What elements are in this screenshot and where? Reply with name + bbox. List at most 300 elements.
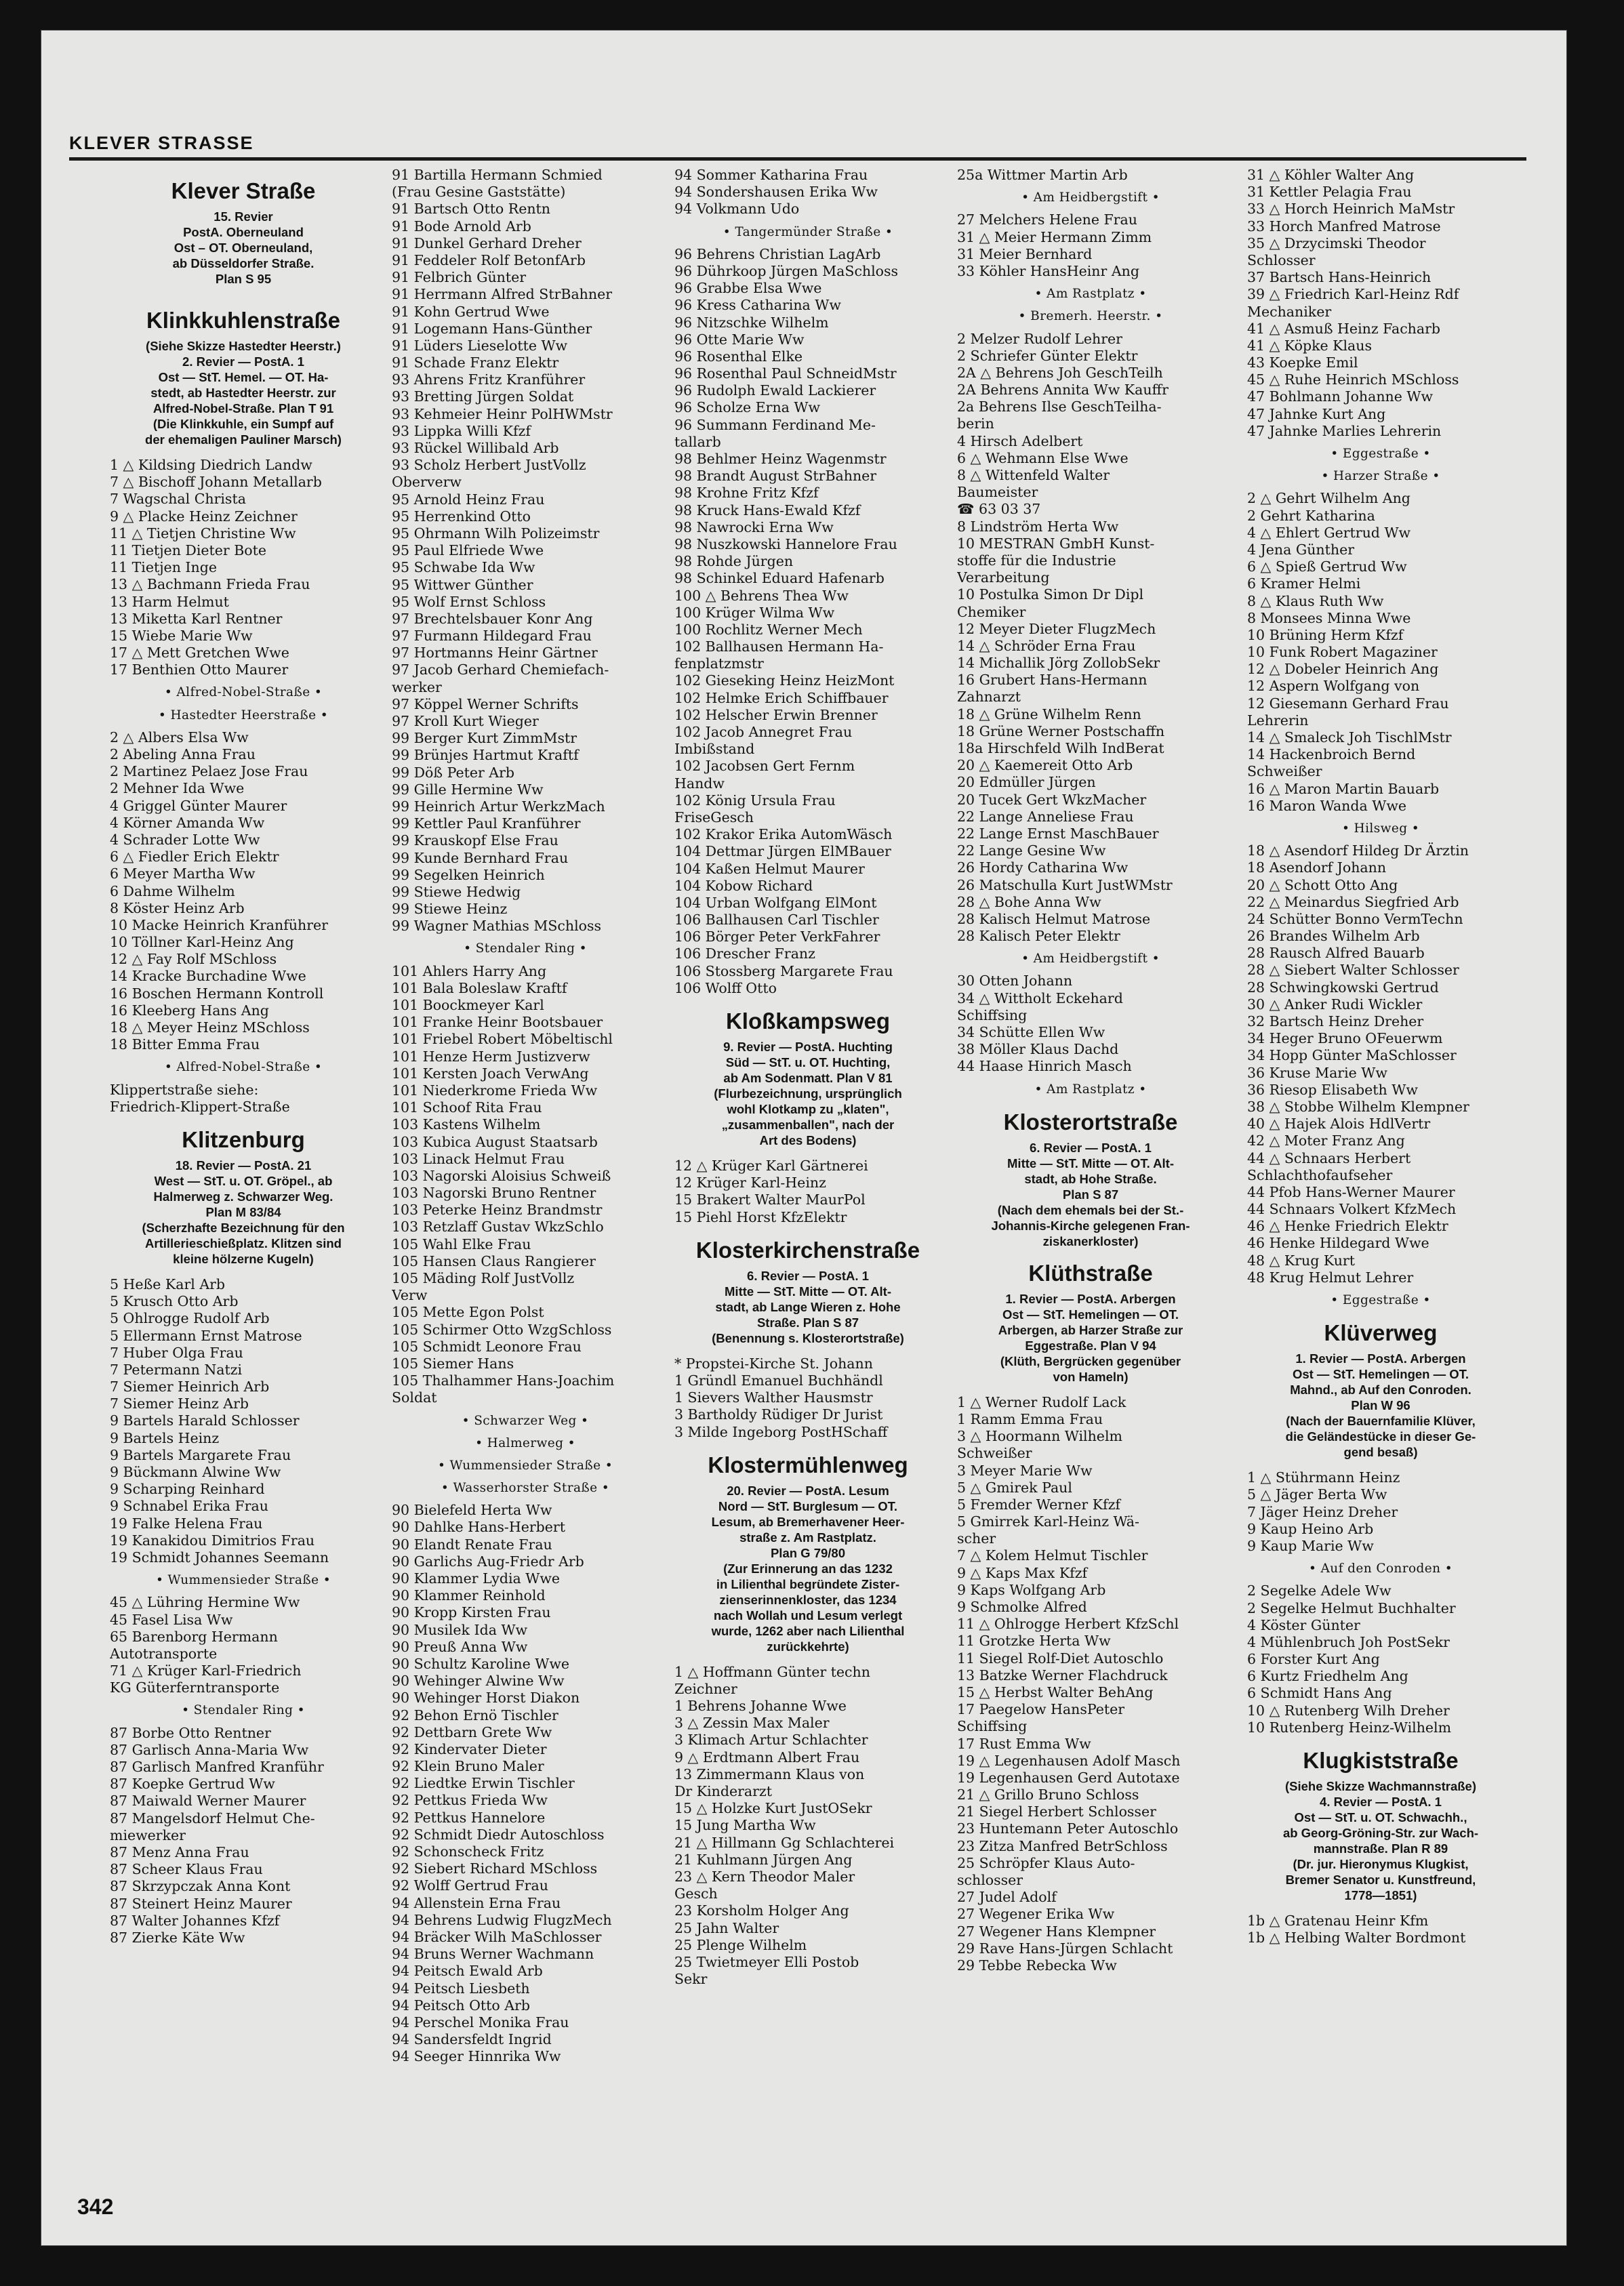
resident-entry: 102 Jacob Annegret Frau xyxy=(674,724,853,740)
page-number: 342 xyxy=(77,2195,114,2219)
resident-entry: 6 Kurtz Friedhelm Ang xyxy=(1247,1668,1408,1685)
resident-entry: 87 Mangelsdorf Helmut Che- xyxy=(110,1810,315,1826)
resident-entry: 91 Feddeler Rolf BetonfArb xyxy=(392,251,586,268)
resident-entry: 2a Behrens Ilse GeschTeilha- xyxy=(957,399,1162,415)
resident-entry: 18 △ Meyer Heinz MSchloss xyxy=(110,1019,310,1036)
resident-entry: 90 Musilek Ida Ww xyxy=(392,1621,528,1638)
resident-entry: 8 △ Wittenfeld Walter xyxy=(957,467,1110,483)
cross-street: • Am Rastplatz • xyxy=(1034,1082,1147,1097)
resident-entry: 103 Nagorski Bruno Rentner xyxy=(392,1185,596,1202)
resident-entry: 10 Funk Robert Magaziner xyxy=(1247,644,1438,661)
resident-entry: 90 Dahlke Hans-Herbert xyxy=(392,1519,565,1536)
resident-entry: 102 Jacobsen Gert Fernm xyxy=(674,758,855,775)
resident-entry: 99 Stiewe Hedwig xyxy=(392,883,521,900)
resident-entry: 9 △ Erdtmann Albert Frau xyxy=(674,1749,860,1765)
resident-entry: 11 △ Ohlrogge Herbert KfzSchl xyxy=(957,1616,1179,1633)
resident-entry: 16 Kleeberg Hans Ang xyxy=(110,1002,269,1019)
resident-entry: 34 Schütte Ellen Ww xyxy=(957,1024,1105,1040)
street-note: zienserinnenkloster, das 1234 xyxy=(719,1592,897,1607)
cross-street: • Eggestraße • xyxy=(1331,1293,1431,1307)
street-note: (Die Klinkkuhle, ein Sumpf auf xyxy=(153,417,334,431)
resident-entry: 71 △ Krüger Karl-Friedrich xyxy=(110,1662,302,1679)
resident-entry: 13 △ Bachmann Frieda Frau xyxy=(110,576,310,593)
resident-entry: Chemiker xyxy=(957,603,1026,620)
resident-entry: 94 Bruns Werner Wachmann xyxy=(392,1946,594,1963)
resident-entry: 91 Logemann Hans-Günther xyxy=(392,320,592,337)
resident-entry: 9 Kaup Marie Ww xyxy=(1247,1537,1374,1554)
resident-entry: 9 Kaps Wolfgang Arb xyxy=(957,1581,1106,1598)
resident-entry: 90 Wehinger Horst Diakon xyxy=(392,1690,580,1707)
resident-entry: 13 Miketta Karl Rentner xyxy=(110,610,283,627)
resident-entry: 15 Brakert Walter MaurPol xyxy=(674,1191,866,1208)
street-note: (Benennung s. Klosterortstraße) xyxy=(712,1330,904,1345)
resident-entry: 47 Bohlmann Johanne Ww xyxy=(1247,388,1434,405)
spacer xyxy=(1247,1460,1514,1469)
resident-entry: 96 Rosenthal Elke xyxy=(674,348,803,365)
resident-entry: Gesch xyxy=(674,1885,718,1902)
street-note: Alfred-Nobel-Straße. Plan T 91 xyxy=(153,401,334,415)
resident-entry: 8 Monsees Minna Wwe xyxy=(1247,609,1411,626)
resident-entry: 101 Boockmeyer Karl xyxy=(392,997,544,1013)
cross-street: • Stendaler Ring • xyxy=(464,941,587,956)
cross-street: • Am Rastplatz • xyxy=(1034,287,1147,302)
street-note: ab Am Sodenmatt. Plan V 81 xyxy=(723,1071,893,1085)
resident-entry: 105 Hansen Claus Rangierer xyxy=(392,1252,596,1269)
resident-entry: werker xyxy=(392,678,442,695)
resident-entry: 43 Koepke Emil xyxy=(1247,354,1358,371)
street-note: Eggestraße. Plan V 94 xyxy=(1025,1338,1156,1353)
resident-entry: 11 Siegel Rolf-Diet Autoschlo xyxy=(957,1650,1164,1667)
cross-street: • Auf den Conroden • xyxy=(1308,1562,1453,1576)
street-note: Arbergen, ab Harzer Straße zur xyxy=(998,1322,1183,1337)
resident-entry: 104 Urban Wolfgang ElMont xyxy=(674,894,877,911)
resident-entry: 98 Nuszkowski Hannelore Frau xyxy=(674,535,897,552)
resident-entry: 25 Jahn Walter xyxy=(674,1919,779,1936)
resident-entry: 92 Schmidt Diedr Autoschloss xyxy=(392,1826,605,1843)
resident-entry: 93 Scholz Herbert JustVollz xyxy=(392,457,586,474)
resident-entry: Verw xyxy=(392,1287,428,1304)
street-note: Mitte — StT. Mitte — OT. Alt- xyxy=(725,1284,891,1299)
resident-entry: 100 △ Behrens Thea Ww xyxy=(674,587,849,604)
street-note: stadt, ab Hohe Straße. xyxy=(1024,1171,1157,1186)
street-heading: Klüverweg xyxy=(1324,1320,1438,1346)
resident-entry: 106 Drescher Franz xyxy=(674,945,815,962)
resident-entry: 103 Kastens Wilhelm xyxy=(392,1116,541,1133)
resident-entry: Zahnarzt xyxy=(957,689,1021,706)
resident-entry: 94 Seeger Hinnrika Ww xyxy=(392,2048,561,2065)
resident-entry: 97 Brechtelsbauer Konr Ang xyxy=(392,610,593,627)
resident-entry: 91 Bartilla Hermann Schmied xyxy=(392,167,603,183)
resident-entry: 97 Furmann Hildegard Frau xyxy=(392,628,592,645)
resident-entry: 17 Benthien Otto Maurer xyxy=(110,661,289,678)
cross-street: • Bremerh. Heerstr. • xyxy=(1018,309,1163,324)
resident-entry: 38 △ Stobbe Wilhelm Klempner xyxy=(1247,1098,1469,1115)
resident-entry: 41 △ Köpke Klaus xyxy=(1247,337,1372,354)
resident-entry: 91 Schade Franz Elektr xyxy=(392,354,559,371)
resident-entry: 34 Heger Bruno OFeuerwm xyxy=(1247,1030,1443,1047)
resident-entry: 96 Otte Marie Ww xyxy=(674,331,805,348)
resident-entry: 94 Behrens Ludwig FlugzMech xyxy=(392,1911,612,1928)
resident-entry: 94 Peitsch Otto Arb xyxy=(392,1997,530,2014)
street-note: straße z. Am Rastplatz. xyxy=(739,1530,876,1545)
resident-entry: 48 Krug Helmut Lehrer xyxy=(1247,1269,1414,1286)
resident-entry: 104 Dettmar Jürgen ElMBauer xyxy=(674,843,891,860)
resident-entry: Baumeister xyxy=(957,484,1038,501)
spacer xyxy=(110,1267,377,1276)
resident-entry: 6 Kramer Helmi xyxy=(1247,575,1361,592)
street-heading: Klüthstraße xyxy=(1028,1260,1153,1286)
resident-entry: 101 Franke Heinr Bootsbauer xyxy=(392,1014,603,1031)
resident-entry: 98 Rohde Jürgen xyxy=(674,553,794,570)
resident-entry: 15 Piehl Horst KfzElektr xyxy=(674,1208,847,1225)
resident-entry: 4 Köster Günter xyxy=(1247,1616,1360,1633)
resident-entry: 16 Boschen Hermann Kontroll xyxy=(110,985,324,1002)
resident-entry: KG Güterferntransporte xyxy=(110,1679,280,1696)
street-note: Art des Bodens) xyxy=(759,1133,857,1147)
resident-entry: 3 △ Zessin Max Maler xyxy=(674,1715,830,1732)
resident-entry: 99 Kettler Paul Kranführer xyxy=(392,815,581,832)
street-note: ab Georg-Gröning-Str. zur Wach- xyxy=(1282,1826,1479,1840)
resident-entry: 23 Zitza Manfred BetrSchloss xyxy=(957,1837,1168,1854)
street-note: Straße. Plan S 87 xyxy=(756,1315,859,1330)
resident-entry: 33 △ Horch Heinrich MaMstr xyxy=(1247,201,1455,218)
resident-entry: 90 Elandt Renate Frau xyxy=(392,1536,552,1553)
resident-entry: 7 △ Kolem Helmut Tischler xyxy=(957,1547,1148,1564)
resident-entry: 87 Maiwald Werner Maurer xyxy=(110,1793,306,1810)
resident-entry: 18 △ Asendorf Hildeg Dr Ärztin xyxy=(1247,842,1469,859)
resident-entry: 44 Pfob Hans-Werner Maurer xyxy=(1247,1183,1455,1200)
resident-entry: 18a Hirschfeld Wilh IndBerat xyxy=(957,740,1164,756)
resident-entry: 17 Paegelow HansPeter xyxy=(957,1701,1125,1718)
resident-entry: 26 Matschulla Kurt JustWMstr xyxy=(957,876,1173,893)
street-note: (Dr. jur. Hieronymus Klugkist, xyxy=(1293,1857,1469,1871)
resident-entry: 92 Klein Bruno Maler xyxy=(392,1758,544,1775)
resident-entry: 87 Borbe Otto Rentner xyxy=(110,1724,271,1741)
resident-entry: 41 △ Asmuß Heinz Facharb xyxy=(1247,320,1441,337)
resident-entry: 14 Michallik Jörg ZollobSekr xyxy=(957,655,1160,672)
resident-entry: Schweißer xyxy=(957,1445,1032,1462)
resident-entry: ☎ 63 03 37 xyxy=(957,501,1041,518)
resident-entry: 23 △ Kern Theodor Maler xyxy=(674,1868,855,1885)
street-note: wohl Klotkamp zu „klaten", xyxy=(727,1102,889,1116)
spacer xyxy=(674,1654,941,1664)
resident-entry: 90 Bielefeld Herta Ww xyxy=(392,1502,552,1519)
resident-entry: 3 Klimach Artur Schlachter xyxy=(674,1732,868,1749)
street-note: Mitte — StT. Mitte — OT. Alt- xyxy=(1007,1156,1174,1170)
resident-entry: 106 Stossberg Margarete Frau xyxy=(674,962,893,979)
resident-entry: 6 △ Fiedler Erich Elektr xyxy=(110,849,279,865)
resident-entry: 7 Jäger Heinz Dreher xyxy=(1247,1503,1398,1520)
street-note: 9. Revier — PostA. Huchting xyxy=(723,1040,893,1054)
resident-entry: 103 Peterke Heinz Brandmstr xyxy=(392,1202,603,1219)
resident-entry: 102 Gieseking Heinz HeizMont xyxy=(674,672,895,689)
resident-entry: 9 Bartels Harald Schlosser xyxy=(110,1412,300,1429)
resident-entry: 93 Kehmeier Heinr PolHWMstr xyxy=(392,405,613,422)
resident-entry: 92 Kindervater Dieter xyxy=(392,1740,547,1757)
resident-entry: 11 Tietjen Inge xyxy=(110,559,217,576)
resident-entry: 5 △ Gmirek Paul xyxy=(957,1479,1072,1496)
resident-entry: 99 Döß Peter Arb xyxy=(392,764,515,781)
resident-entry: 26 Hordy Catharina Ww xyxy=(957,859,1129,876)
street-note: PostA. Oberneuland xyxy=(183,225,304,239)
street-note: Ost – OT. Oberneuland, xyxy=(174,241,313,255)
resident-entry: 17 △ Mett Gretchen Wwe xyxy=(110,645,289,661)
resident-entry: 24 Schütter Bonno VermTechn xyxy=(1247,910,1463,927)
resident-entry: 94 Allenstein Erna Frau xyxy=(392,1894,561,1911)
resident-entry: 20 Tucek Gert WkzMacher xyxy=(957,791,1147,808)
resident-entry: 28 Kalisch Peter Elektr xyxy=(957,928,1120,945)
street-note: stedt, ab Hastedter Heerstr. zur xyxy=(150,386,336,400)
resident-entry: 92 Pettkus Frieda Ww xyxy=(392,1792,548,1809)
street-note: Plan W 96 xyxy=(1351,1398,1410,1413)
resident-entry: 95 Wittwer Günther xyxy=(392,576,533,593)
street-note: mannstraße. Plan R 89 xyxy=(1313,1841,1448,1856)
resident-entry: Sekr xyxy=(674,1971,708,1988)
resident-entry: 23 Korsholm Holger Ang xyxy=(674,1902,849,1919)
resident-entry: 96 Grabbe Elsa Wwe xyxy=(674,280,822,297)
resident-entry: 96 Kress Catharina Ww xyxy=(674,297,841,314)
resident-entry: miewerker xyxy=(110,1826,186,1843)
cross-street: • Tangermünder Straße • xyxy=(723,224,893,239)
resident-entry: 33 Horch Manfred Matrose xyxy=(1247,218,1441,234)
resident-entry: 22 Lange Ernst MaschBauer xyxy=(957,825,1159,842)
resident-entry: 1 Ramm Emma Frau xyxy=(957,1410,1103,1427)
spacer xyxy=(110,447,377,457)
resident-entry: 47 Jahnke Marlies Lehrerin xyxy=(1247,422,1442,439)
resident-entry: 94 Volkmann Udo xyxy=(674,201,800,218)
street-note: Bremer Senator u. Kunstfreund, xyxy=(1285,1873,1476,1887)
column-4 xyxy=(957,167,1224,2193)
resident-entry: 2 △ Albers Elsa Ww xyxy=(110,729,249,746)
resident-entry: 92 Schonscheck Fritz xyxy=(392,1843,544,1860)
resident-entry: 3 △ Hoormann Wilhelm xyxy=(957,1428,1122,1445)
resident-entry: 87 Zierke Käte Ww xyxy=(110,1929,245,1946)
resident-entry: Lehrerin xyxy=(1247,712,1309,729)
resident-entry: 101 Henze Herm Justizverw xyxy=(392,1048,590,1065)
resident-entry: 6 △ Spieß Gertrud Ww xyxy=(1247,558,1407,575)
street-note: ab Düsseldorfer Straße. xyxy=(172,256,314,270)
resident-entry: 1 △ Hoffmann Günter techn xyxy=(674,1663,870,1680)
resident-entry: 18 Grüne Werner Postschaffn xyxy=(957,722,1165,739)
resident-entry: 15 Jung Martha Ww xyxy=(674,1817,816,1834)
street-note: „zusammenballen", nach der xyxy=(721,1118,895,1132)
cross-street: • Eggestraße • xyxy=(1331,447,1431,461)
resident-entry: 103 Nagorski Aloisius Schweiß xyxy=(392,1167,611,1184)
cross-street: • Wummensieder Straße • xyxy=(437,1458,613,1473)
resident-entry: 92 Dettbarn Grete Ww xyxy=(392,1723,552,1740)
spacer xyxy=(957,1385,1224,1394)
resident-entry: 44 Schnaars Volkert KfzMech xyxy=(1247,1201,1457,1218)
resident-entry: 19 Falke Helena Frau xyxy=(110,1515,263,1532)
resident-entry: 3 Meyer Marie Ww xyxy=(957,1462,1093,1479)
resident-entry: 11 △ Tietjen Christine Ww xyxy=(110,525,296,542)
resident-entry: 46 △ Henke Friedrich Elektr xyxy=(1247,1218,1448,1235)
street-heading: Klosterortstraße xyxy=(1003,1109,1178,1135)
resident-entry: 98 Schinkel Eduard Hafenarb xyxy=(674,570,885,587)
street-note: 2. Revier — PostA. 1 xyxy=(182,354,304,369)
resident-entry: 65 Barenborg Hermann xyxy=(110,1628,278,1645)
resident-entry: 40 △ Hajek Alois HdlVertr xyxy=(1247,1116,1431,1132)
resident-entry: Verarbeitung xyxy=(957,569,1050,586)
resident-entry: 2 Abeling Anna Frau xyxy=(110,746,256,762)
street-note: (Flurbezeichnung, ursprünglich xyxy=(714,1086,902,1101)
resident-entry: Zeichner xyxy=(674,1680,737,1697)
resident-entry: 9 Bückmann Alwine Ww xyxy=(110,1464,281,1480)
resident-entry: 102 Helscher Erwin Brenner xyxy=(674,706,878,723)
resident-entry: 2A Behrens Annita Ww Kauffr xyxy=(957,382,1169,399)
street-note: 18. Revier — PostA. 21 xyxy=(175,1158,312,1172)
cross-street: • Wummensieder Straße • xyxy=(155,1573,331,1588)
resident-entry: 90 Klammer Reinhold xyxy=(392,1587,546,1604)
resident-entry: 18 Asendorf Johann xyxy=(1247,859,1387,876)
cross-street: • Hilsweg • xyxy=(1341,821,1420,836)
resident-entry: 28 Kalisch Helmut Matrose xyxy=(957,910,1151,927)
resident-entry: 93 Bretting Jürgen Soldat xyxy=(392,388,574,405)
resident-entry: 14 △ Smaleck Joh TischlMstr xyxy=(1247,729,1452,746)
resident-entry: Schlosser xyxy=(1247,251,1316,268)
resident-entry: 12 Krüger Karl-Heinz xyxy=(674,1175,826,1191)
resident-entry: 44 Haase Hinrich Masch xyxy=(957,1058,1132,1075)
resident-entry: 48 △ Krug Kurt xyxy=(1247,1252,1355,1269)
resident-entry: 99 Gille Hermine Ww xyxy=(392,781,544,798)
cross-street: • Am Heidbergstift • xyxy=(1021,190,1160,205)
resident-entry: 99 Kunde Bernhard Frau xyxy=(392,849,569,866)
resident-entry: 14 Kracke Burchadine Wwe xyxy=(110,968,306,985)
resident-entry: 19 Kanakidou Dimitrios Frau xyxy=(110,1532,315,1549)
resident-entry: 16 Maron Wanda Wwe xyxy=(1247,797,1406,814)
resident-entry: 96 Scholze Erna Ww xyxy=(674,399,820,416)
resident-entry: 29 Tebbe Rebecka Ww xyxy=(957,1957,1117,1974)
resident-entry: Handw xyxy=(674,775,725,792)
resident-entry: 97 Kroll Kurt Wieger xyxy=(392,713,539,729)
resident-entry: 94 Sondershausen Erika Ww xyxy=(674,184,878,201)
resident-entry: 91 Bartsch Otto Rentn xyxy=(392,201,550,218)
resident-entry: 95 Herrenkind Otto xyxy=(392,508,531,525)
street-note: 1778—1851) xyxy=(1344,1888,1417,1902)
street-heading: Klinkkuhlenstraße xyxy=(146,308,341,333)
resident-entry: Dr Kinderarzt xyxy=(674,1783,772,1799)
resident-entry: 32 Bartsch Heinz Dreher xyxy=(1247,1013,1424,1029)
street-note: Halmerweg z. Schwarzer Weg. xyxy=(153,1189,333,1204)
resident-entry: 8 Köster Heinz Arb xyxy=(110,899,245,916)
resident-entry: 25a Wittmer Martin Arb xyxy=(957,167,1128,183)
resident-entry: 1b △ Helbing Walter Bordmont xyxy=(1247,1930,1466,1946)
resident-entry: 35 △ Drzycimski Theodor xyxy=(1247,234,1426,251)
resident-entry: 7 Petermann Natzi xyxy=(110,1361,243,1378)
resident-entry: 93 Ahrens Fritz Kranführer xyxy=(392,371,586,388)
resident-entry: 31 Meier Bernhard xyxy=(957,245,1093,262)
resident-entry: 25 Twietmeyer Elli Postob xyxy=(674,1953,859,1970)
resident-entry: 19 Schmidt Johannes Seemann xyxy=(110,1549,329,1566)
street-heading: Klitzenburg xyxy=(182,1126,305,1152)
resident-entry: 7 Siemer Heinz Arb xyxy=(110,1395,249,1412)
street-note: 1. Revier — PostA. Arbergen xyxy=(1295,1351,1466,1366)
resident-entry: Friedrich-Klippert-Straße xyxy=(110,1098,290,1115)
resident-entry: 9 Kaup Heino Arb xyxy=(1247,1520,1374,1537)
street-note: von Hameln) xyxy=(1053,1369,1129,1384)
resident-entry: 11 Grotzke Herta Ww xyxy=(957,1633,1111,1650)
resident-entry: 34 Hopp Günter MaSchlosser xyxy=(1247,1047,1457,1064)
resident-entry: 105 Wahl Elke Frau xyxy=(392,1236,531,1252)
resident-entry: scher xyxy=(957,1530,996,1547)
resident-entry: 102 König Ursula Frau xyxy=(674,792,836,809)
resident-entry: 10 MESTRAN GmbH Kunst- xyxy=(957,535,1155,552)
resident-entry: 21 Siegel Herbert Schlosser xyxy=(957,1803,1156,1820)
resident-entry: 101 Schoof Rita Frau xyxy=(392,1099,542,1116)
resident-entry: 12 Aspern Wolfgang von xyxy=(1247,678,1420,695)
resident-entry: 92 Liedtke Erwin Tischler xyxy=(392,1775,575,1792)
resident-entry: 7 △ Bischoff Johann Metallarb xyxy=(110,474,322,491)
resident-entry: 15 △ Holzke Kurt JustOSekr xyxy=(674,1800,872,1817)
resident-entry: 10 Töllner Karl-Heinz Ang xyxy=(110,934,294,951)
resident-entry: 98 Brandt August StrBahner xyxy=(674,468,877,485)
street-note: 15. Revier xyxy=(214,209,273,224)
street-note: Süd — StT. u. OT. Huchting, xyxy=(725,1055,891,1069)
resident-entry: FriseGesch xyxy=(674,809,754,825)
resident-entry: 12 Meyer Dieter FlugzMech xyxy=(957,620,1156,637)
spacer xyxy=(1247,1903,1514,1913)
resident-entry: 99 Segelken Heinrich xyxy=(392,866,545,883)
resident-entry: 36 Riesop Elisabeth Ww xyxy=(1247,1081,1418,1098)
street-note: West — StT. u. OT. Gröpel., ab xyxy=(154,1173,333,1188)
resident-entry: 105 Schirmer Otto WzgSchloss xyxy=(392,1321,612,1338)
resident-entry: 16 Grubert Hans-Hermann xyxy=(957,672,1148,689)
resident-entry: 2A △ Behrens Joh GeschTeilh xyxy=(957,364,1163,381)
resident-entry: 97 Hortmanns Heinr Gärtner xyxy=(392,645,598,661)
street-note: zurückkehrte) xyxy=(767,1639,849,1654)
resident-entry: 97 Köppel Werner Schrifts xyxy=(392,695,579,712)
resident-entry: 87 Scheer Klaus Frau xyxy=(110,1861,263,1878)
resident-entry: 20 Edmüller Jürgen xyxy=(957,774,1096,791)
resident-entry: 28 △ Bohe Anna Ww xyxy=(957,893,1101,910)
resident-entry: 2 Melzer Rudolf Lehrer xyxy=(957,330,1122,347)
resident-entry: 4 Hirsch Adelbert xyxy=(957,432,1083,449)
resident-entry: 96 Dührkoop Jürgen MaSchloss xyxy=(674,262,899,279)
resident-entry: 105 Schmidt Leonore Frau xyxy=(392,1338,582,1355)
resident-entry: 12 △ Krüger Karl Gärtnerei xyxy=(674,1158,868,1174)
resident-entry: 90 Wehinger Alwine Ww xyxy=(392,1673,565,1690)
resident-entry: 19 △ Legenhausen Adolf Masch xyxy=(957,1752,1181,1769)
resident-entry: 45 Fasel Lisa Ww xyxy=(110,1611,233,1628)
resident-entry: 26 Brandes Wilhelm Arb xyxy=(1247,928,1420,945)
resident-entry: 9 Bartels Margarete Frau xyxy=(110,1446,291,1463)
spacer xyxy=(110,287,377,296)
resident-entry: 106 Wolff Otto xyxy=(674,979,777,996)
resident-entry: 38 Möller Klaus Dachd xyxy=(957,1041,1119,1058)
resident-entry: 1b △ Gratenau Heinr Kfm xyxy=(1247,1913,1429,1929)
resident-entry: Schiffsing xyxy=(957,1006,1028,1023)
resident-entry: 3 Bartholdy Rüdiger Dr Jurist xyxy=(674,1406,883,1423)
street-note: 20. Revier — PostA. Lesum xyxy=(727,1483,889,1498)
street-note: Plan G 79/80 xyxy=(770,1545,846,1560)
resident-entry: 5 Ellermann Ernst Matrose xyxy=(110,1327,302,1344)
resident-entry: 99 Krauskopf Else Frau xyxy=(392,832,559,849)
resident-entry: 87 Skrzypczak Anna Kont xyxy=(110,1878,291,1895)
resident-entry: 9 Bartels Heinz xyxy=(110,1429,220,1446)
resident-entry: 13 Batzke Werner Flachdruck xyxy=(957,1667,1168,1683)
resident-entry: 105 Siemer Hans xyxy=(392,1355,514,1372)
resident-entry: fenplatzmstr xyxy=(674,655,764,672)
resident-entry: 1 △ Stührmann Heinz xyxy=(1247,1469,1400,1486)
column-3 xyxy=(674,167,941,2193)
resident-entry: 2 △ Gehrt Wilhelm Ang xyxy=(1247,490,1410,507)
resident-entry: 12 △ Fay Rolf MSchloss xyxy=(110,951,277,968)
street-note: gend besaß) xyxy=(1343,1445,1418,1460)
resident-entry: 7 Huber Olga Frau xyxy=(110,1344,243,1361)
resident-entry: Schweißer xyxy=(1247,763,1322,780)
resident-entry: 14 Hackenbroich Bernd xyxy=(1247,746,1416,763)
street-note: Mahnd., ab Auf den Conroden. xyxy=(1290,1383,1471,1397)
